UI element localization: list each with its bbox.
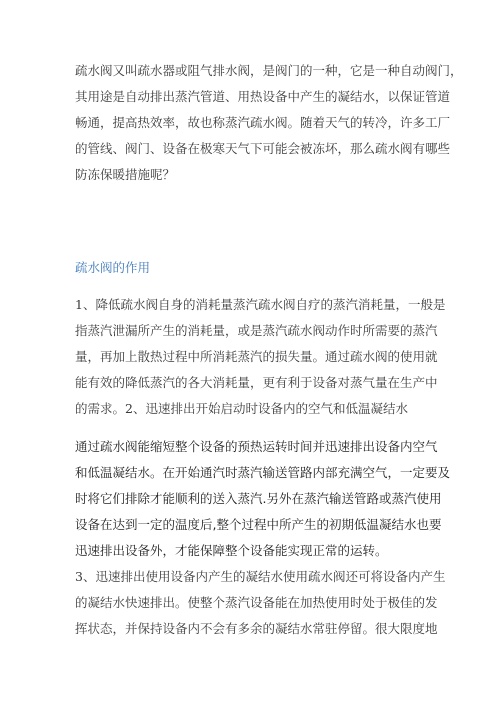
text-line: 疏水阀又叫疏水器或阻气排水阀，是阀门的一种，它是一种自动阀门， bbox=[75, 63, 463, 78]
text-line: 能有效的降低蒸汽的各大消耗量，更有利于设备对蒸气量在生产中 bbox=[75, 375, 438, 390]
text-line: 的凝结水快速排出。使整个蒸汽设备能在加热使用时处于极佳的发 bbox=[75, 595, 438, 610]
text-line: 3、迅速排出使用设备内产生的凝结水使用疏水阀还可将设备内产生 bbox=[75, 569, 446, 584]
text-line: 迅速排出设备外，才能保障整个设备能实现正常的运转。 bbox=[75, 543, 388, 558]
text-line: 其用途是自动排出蒸汽管道、用热设备中产生的凝结水，以保证管道 bbox=[75, 89, 451, 104]
item1-paragraph bbox=[75, 292, 446, 422]
text-line: 指蒸汽泄漏所产生的消耗量，或是蒸汽疏水阀动作时所需要的蒸汽 bbox=[75, 323, 438, 338]
section-heading: 疏水阀的作用 bbox=[75, 260, 151, 275]
text-line: 1、降低疏水阀自身的消耗量蒸汽疏水阀自疗的蒸汽消耗量，一般是 bbox=[75, 297, 446, 312]
item2-paragraph bbox=[75, 434, 451, 564]
text-line: 量，再加上散热过程中所消耗蒸汽的损失量。通过疏水阀的使用就 bbox=[75, 349, 438, 364]
text-line: 时将它们排除才能顺利的送入蒸汽.另外在蒸汽输送管路或蒸汽使用 bbox=[75, 491, 442, 506]
intro-paragraph bbox=[75, 58, 463, 188]
text-line: 挥状态，并保持设备内不会有多余的凝结水常驻停留。很大限度地 bbox=[75, 621, 438, 636]
text-line: 通过疏水阀能缩短整个设备的预热运转时间并迅速排出设备内空气 bbox=[75, 439, 438, 454]
text-line: 的管线、阀门、设备在极寒天气下可能会被冻坏，那么疏水阀有哪些 bbox=[75, 141, 451, 156]
text-line: 的需求。2、迅速排出开始启动时设备内的空气和低温凝结水 bbox=[75, 401, 408, 416]
text-line: 设备在达到一定的温度后,整个过程中所产生的初期低温凝结水也要 bbox=[75, 517, 442, 532]
item3-paragraph bbox=[75, 564, 446, 642]
text-line: 和低温凝结水。在开始通汽时蒸汽输送管路内部充满空气，一定要及 bbox=[75, 465, 451, 480]
text-line: 畅通，提高热效率，故也称蒸汽疏水阀。随着天气的转冷，许多工厂 bbox=[75, 115, 451, 130]
text-line: 防冻保暖措施呢？ bbox=[75, 167, 176, 182]
